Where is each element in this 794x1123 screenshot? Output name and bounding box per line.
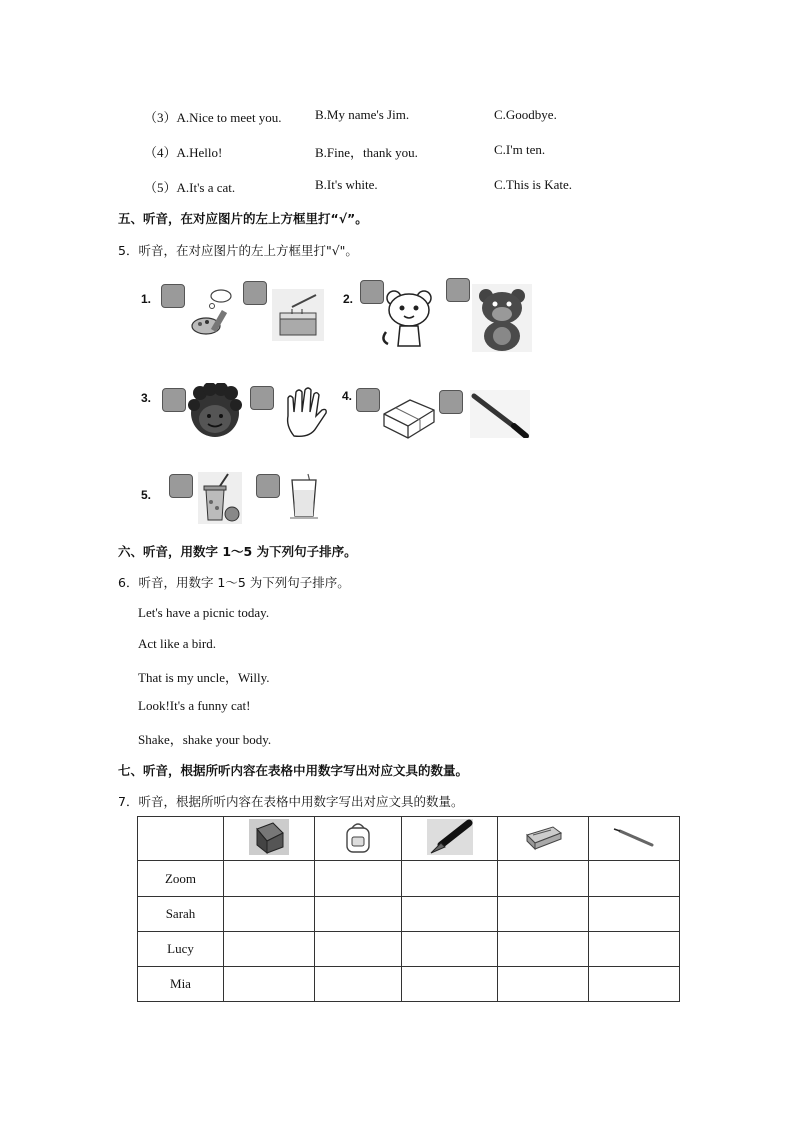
tiger-icon	[378, 288, 440, 350]
name-cell: Sarah	[138, 897, 224, 932]
table-row	[138, 932, 680, 967]
option-4c: C.I'm ten.	[494, 142, 546, 157]
table-row	[138, 861, 680, 897]
pencil-case-icon	[523, 823, 563, 851]
bear-icon	[472, 284, 532, 352]
answer-cell[interactable]	[589, 861, 680, 897]
section6-question: 6．听音，用数字 1～5 为下列句子排序。	[118, 575, 350, 590]
answer-cell[interactable]	[224, 861, 315, 897]
answer-cell[interactable]	[498, 932, 589, 967]
name-cell: Zoom	[138, 861, 224, 897]
header-pencil-case-cell	[498, 817, 589, 861]
section7-heading: 七、听音，根据所听内容在表格中用数字写出对应文具的数量。	[118, 763, 469, 778]
bag-icon	[343, 820, 373, 854]
sentence-2: Act like a bird.	[138, 636, 216, 651]
section5-question: 5．听音，在对应图片的左上方框里打"√"。	[118, 243, 358, 258]
section7-question: 7．听音，根据所听内容在表格中用数字写出对应文具的数量。	[118, 794, 464, 809]
option-3b: B.My name's Jim.	[315, 107, 410, 122]
cake-icon	[272, 289, 324, 341]
answer-cell[interactable]	[315, 932, 402, 967]
answer-cell[interactable]	[224, 967, 315, 1002]
header-pencil-cell	[589, 817, 680, 861]
answer-cell[interactable]	[402, 932, 498, 967]
stationery-table	[137, 816, 680, 1002]
option-4b: B.Fine，thank you.	[315, 145, 418, 160]
checkbox-1a[interactable]	[161, 284, 185, 308]
checkbox-5b[interactable]	[256, 474, 280, 498]
answer-cell[interactable]	[315, 861, 402, 897]
section5-heading: 五、听音，在对应图片的左上方框里打“√”。	[118, 211, 368, 226]
header-pen-cell	[402, 817, 498, 861]
option-5c: C.This is Kate.	[494, 177, 572, 192]
option-3a: （3）A.Nice to meet you.	[144, 110, 282, 125]
section6-heading: 六、听音，用数字 1～5 为下列句子排序。	[118, 544, 357, 559]
book-icon	[249, 819, 289, 855]
checkbox-3b[interactable]	[250, 386, 274, 410]
option-3c: C.Goodbye.	[494, 107, 557, 122]
water-glass-icon	[286, 470, 322, 522]
item-number-4: 4.	[342, 389, 353, 403]
answer-cell[interactable]	[589, 967, 680, 1002]
answer-cell[interactable]	[402, 861, 498, 897]
table-header-row	[138, 817, 680, 861]
sentence-3: That is my uncle，Willy.	[138, 670, 270, 685]
face-icon	[188, 383, 242, 439]
answer-cell[interactable]	[402, 967, 498, 1002]
answer-cell[interactable]	[589, 932, 680, 967]
item-number-2: 2.	[343, 292, 354, 306]
answer-cell[interactable]	[315, 897, 402, 932]
option-4a: （4）A.Hello!	[144, 145, 223, 160]
header-bag-cell	[315, 817, 402, 861]
hand-icon	[280, 386, 330, 440]
answer-cell[interactable]	[224, 897, 315, 932]
checkbox-2b[interactable]	[446, 278, 470, 302]
name-cell: Mia	[138, 967, 224, 1002]
table-row	[138, 967, 680, 1002]
juice-icon	[198, 472, 242, 524]
option-5b: B.It's white.	[315, 177, 378, 192]
eraser-icon	[380, 392, 436, 442]
sentence-1: Let's have a picnic today.	[138, 605, 270, 620]
checkbox-1b[interactable]	[243, 281, 267, 305]
fountain-pen-icon	[427, 819, 473, 855]
table-corner-cell	[138, 817, 224, 861]
item-number-5: 5.	[141, 488, 152, 502]
answer-cell[interactable]	[402, 897, 498, 932]
checkbox-3a[interactable]	[162, 388, 186, 412]
answer-cell[interactable]	[498, 897, 589, 932]
checkbox-5a[interactable]	[169, 474, 193, 498]
sentence-4: Look!It's a funny cat!	[138, 698, 251, 713]
answer-cell[interactable]	[315, 967, 402, 1002]
palette-icon	[188, 288, 236, 340]
checkbox-4a[interactable]	[356, 388, 380, 412]
answer-cell[interactable]	[498, 861, 589, 897]
name-cell: Lucy	[138, 932, 224, 967]
answer-cell[interactable]	[224, 932, 315, 967]
header-book-cell	[224, 817, 315, 861]
answer-cell[interactable]	[498, 967, 589, 1002]
option-5a: （5）A.It's a cat.	[144, 180, 236, 195]
answer-cell[interactable]	[589, 897, 680, 932]
table-row	[138, 897, 680, 932]
item-number-1: 1.	[141, 292, 152, 306]
item-number-3: 3.	[141, 391, 152, 405]
checkbox-4b[interactable]	[439, 390, 463, 414]
sentence-5: Shake，shake your body.	[138, 732, 272, 747]
pen-icon	[470, 390, 530, 438]
pencil-icon	[612, 825, 656, 849]
